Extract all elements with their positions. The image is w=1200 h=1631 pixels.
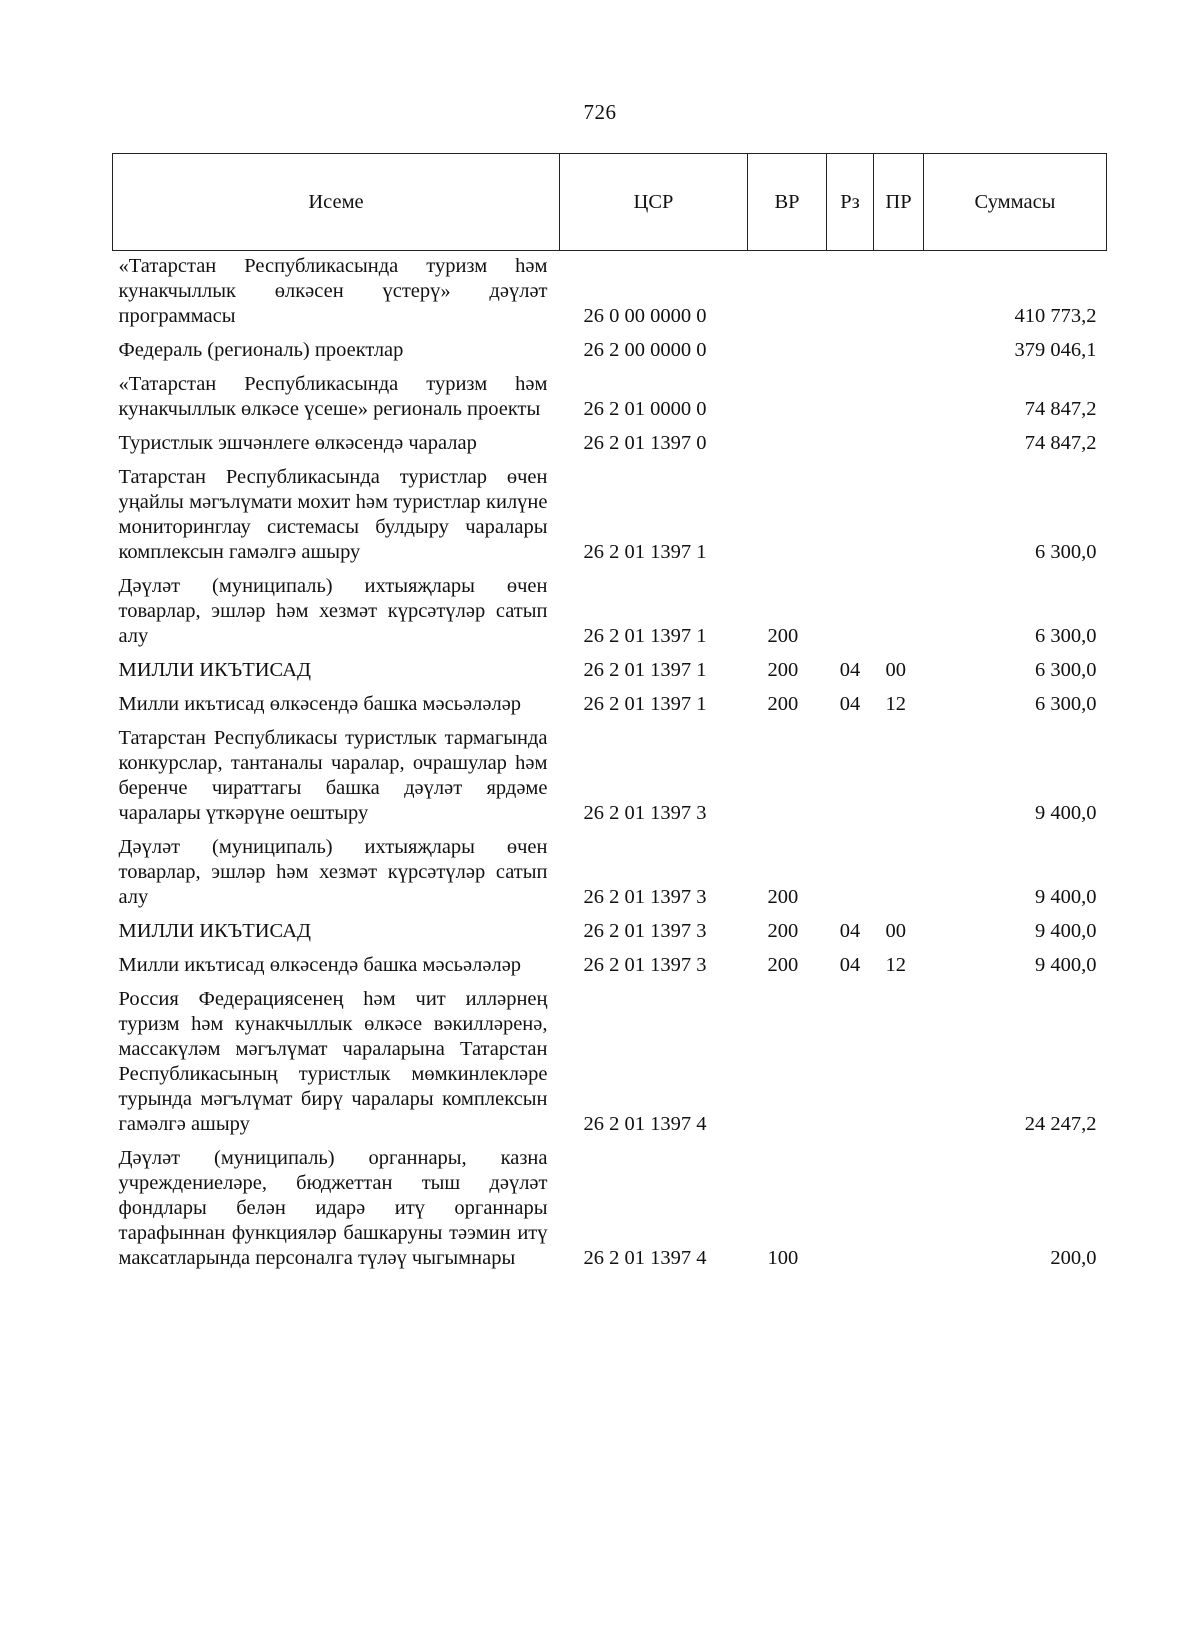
header-vr: ВР <box>748 154 827 251</box>
row-rz <box>827 426 874 460</box>
table-row <box>113 569 1107 653</box>
row-csr: 26 2 01 1397 1 <box>583 625 707 647</box>
row-name: МИЛЛИ ИКЪТИСАД <box>118 920 311 942</box>
table-header <box>113 154 1107 251</box>
table-row <box>113 653 1107 687</box>
row-pr <box>874 830 924 914</box>
row-csr: 26 2 01 1397 3 <box>583 886 707 908</box>
row-vr: 200 <box>767 954 799 976</box>
row-csr: 26 2 01 0000 0 <box>583 398 707 420</box>
header-csr: ЦСР <box>560 154 748 251</box>
row-vr <box>748 426 827 460</box>
row-pr <box>874 367 924 426</box>
row-sum: 200,0 <box>1050 1247 1097 1269</box>
row-vr: 200 <box>767 920 799 942</box>
row-rz: 04 <box>839 659 861 681</box>
row-pr <box>874 982 924 1141</box>
row-rz <box>827 1141 874 1275</box>
row-sum: 6 300,0 <box>1035 659 1097 681</box>
row-rz <box>827 460 874 569</box>
budget-table <box>112 153 1107 1275</box>
header-name: Исеме <box>113 154 560 251</box>
row-name: Туристлык эшчәнлеге өлкәсендә чаралар <box>118 432 477 454</box>
row-rz <box>827 721 874 830</box>
header-rz: Рз <box>827 154 874 251</box>
row-sum: 74 847,2 <box>1024 398 1097 420</box>
row-name: Дәүләт (муниципаль) органнары, казна учреждениеләре, бюджеттан тыш дәүләт фондлары белән идарә итү органнары тарафыннан функцияләр башкаруны тәэмин итү максатларында персоналга түләү чыгымнары <box>118 1147 548 1269</box>
table-row <box>113 251 1107 334</box>
row-rz <box>827 982 874 1141</box>
row-vr <box>748 982 827 1141</box>
row-csr: 26 2 01 1397 3 <box>583 954 707 976</box>
row-rz <box>827 569 874 653</box>
table-body <box>113 251 1107 1276</box>
row-pr <box>874 426 924 460</box>
row-pr <box>874 721 924 830</box>
row-name: Милли икътисад өлкәсендә башка мәсьәләләр <box>118 954 522 976</box>
row-csr: 26 2 01 1397 3 <box>583 802 707 824</box>
page-number: 726 <box>583 100 617 124</box>
row-vr: 200 <box>767 659 799 681</box>
row-name: Федераль (региональ) проектлар <box>118 339 404 361</box>
row-vr: 200 <box>767 886 799 908</box>
row-sum: 6 300,0 <box>1035 693 1097 715</box>
row-name: Татарстан Республикасы туристлык тармагында конкурслар, тантаналы чаралар, очрашулар һәм беренче чираттагы башка дәүләт ярдәме чаралары үткәрүне оештыру <box>118 727 548 824</box>
table-row <box>113 367 1107 426</box>
row-csr: 26 0 00 0000 0 <box>583 305 707 327</box>
row-sum: 9 400,0 <box>1035 802 1097 824</box>
table-row <box>113 426 1107 460</box>
table-row <box>113 721 1107 830</box>
row-csr: 26 2 00 0000 0 <box>583 339 707 361</box>
row-name: Дәүләт (муниципаль) ихтыяҗлары өчен товарлар, эшләр һәм хезмәт күрсәтүләр сатып алу <box>118 575 548 647</box>
row-pr <box>874 460 924 569</box>
table-row <box>113 333 1107 367</box>
row-csr: 26 2 01 1397 3 <box>583 920 707 942</box>
row-csr: 26 2 01 1397 4 <box>583 1247 707 1269</box>
row-name: Татарстан Республикасында туристлар өчен уңайлы мәгълүмати мохит һәм туристлар килүне мониторинглау системасы булдыру чаралары комплексын гамәлгә ашыру <box>118 466 548 563</box>
row-csr: 26 2 01 1397 1 <box>583 693 707 715</box>
row-pr: 12 <box>885 954 906 976</box>
row-name: «Татарстан Республикасында туризм һәм кунакчыллык өлкәсе үсеше» региональ проекты <box>118 373 548 420</box>
row-sum: 9 400,0 <box>1035 920 1097 942</box>
row-pr <box>874 1141 924 1275</box>
row-name: Дәүләт (муниципаль) ихтыяҗлары өчен товарлар, эшләр һәм хезмәт күрсәтүләр сатып алу <box>118 836 548 908</box>
row-name: Россия Федерациясенең һәм чит илләрнең туризм һәм кунакчыллык өлкәсе вәкилләренә, массакүләм мәгълүмат чараларына Татарстан Республикасының туристлык мөмкинлекләре турында мәгълүмат бирү чаралары комплексын гамәлгә ашыру <box>118 988 548 1135</box>
row-rz <box>827 367 874 426</box>
row-pr: 00 <box>885 920 906 942</box>
row-sum: 9 400,0 <box>1035 886 1097 908</box>
row-csr: 26 2 01 1397 0 <box>583 432 707 454</box>
table-row <box>113 687 1107 721</box>
row-name: МИЛЛИ ИКЪТИСАД <box>118 659 311 681</box>
row-vr: 200 <box>767 625 799 647</box>
table-row <box>113 982 1107 1141</box>
table-row <box>113 948 1107 982</box>
row-vr <box>748 333 827 367</box>
table-row <box>113 914 1107 948</box>
row-sum: 410 773,2 <box>1014 305 1097 327</box>
row-vr: 100 <box>767 1247 799 1269</box>
row-rz <box>827 251 874 334</box>
row-vr <box>748 460 827 569</box>
table-row <box>113 460 1107 569</box>
row-sum: 74 847,2 <box>1024 432 1097 454</box>
header-pr: ПР <box>874 154 924 251</box>
row-rz: 04 <box>839 954 861 976</box>
row-name: Милли икътисад өлкәсендә башка мәсьәләләр <box>118 693 522 715</box>
row-pr: 00 <box>885 659 906 681</box>
row-vr: 200 <box>767 693 799 715</box>
row-rz: 04 <box>839 920 861 942</box>
row-sum: 24 247,2 <box>1024 1113 1097 1135</box>
row-vr <box>748 721 827 830</box>
row-rz: 04 <box>839 693 861 715</box>
row-sum: 379 046,1 <box>1014 339 1097 361</box>
row-vr <box>748 251 827 334</box>
row-csr: 26 2 01 1397 1 <box>583 541 707 563</box>
row-pr: 12 <box>885 693 906 715</box>
row-csr: 26 2 01 1397 1 <box>583 659 707 681</box>
row-rz <box>827 333 874 367</box>
row-vr <box>748 367 827 426</box>
row-sum: 9 400,0 <box>1035 954 1097 976</box>
header-sum: Суммасы <box>924 154 1107 251</box>
table-row <box>113 1141 1107 1275</box>
row-sum: 6 300,0 <box>1035 625 1097 647</box>
row-rz <box>827 830 874 914</box>
row-csr: 26 2 01 1397 4 <box>583 1113 707 1135</box>
row-name: «Татарстан Республикасында туризм һәм кунакчыллык өлкәсен үстерү» дәүләт программасы <box>118 255 548 327</box>
row-pr <box>874 251 924 334</box>
table-row <box>113 830 1107 914</box>
row-pr <box>874 333 924 367</box>
row-pr <box>874 569 924 653</box>
row-sum: 6 300,0 <box>1035 541 1097 563</box>
